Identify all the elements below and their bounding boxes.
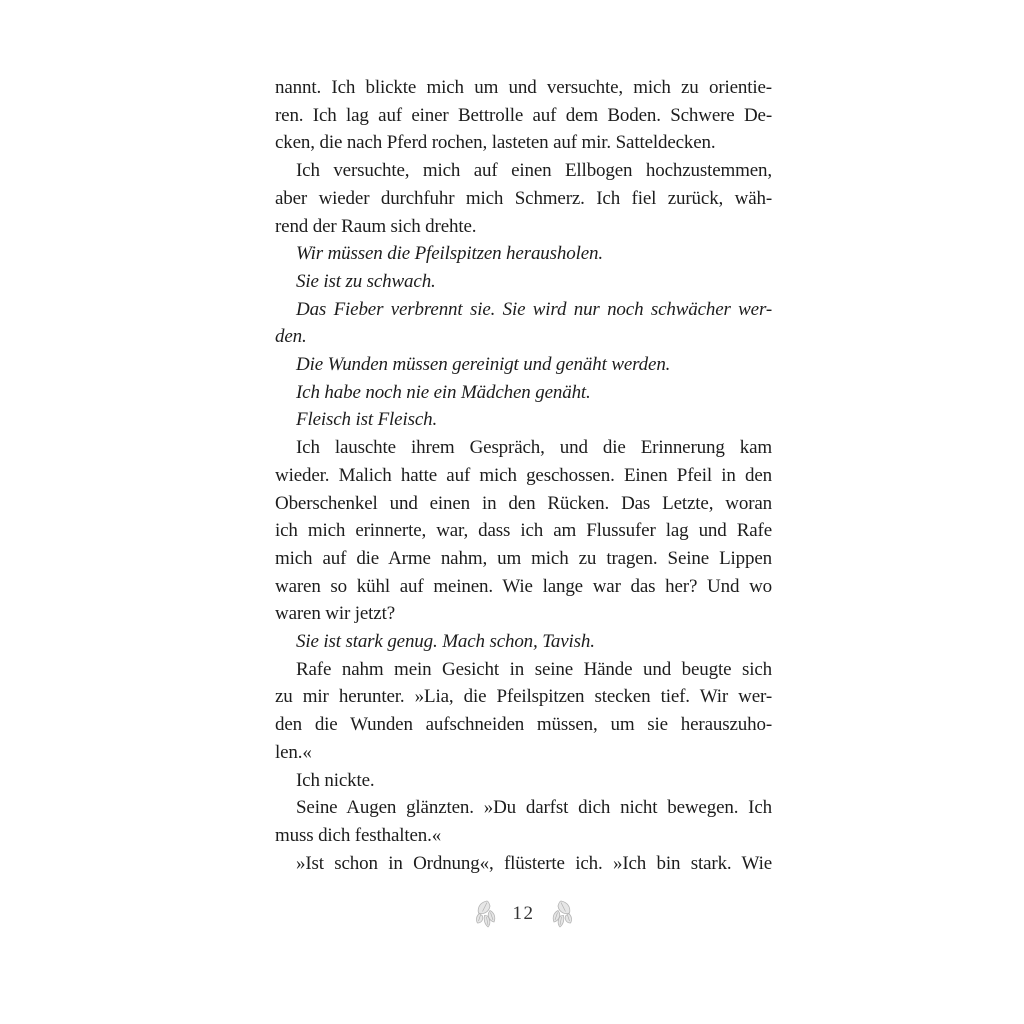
text-line: nannt. Ich blickte mich um und versuchte, mich zu orientie-	[275, 77, 772, 98]
page-number: 12	[512, 903, 535, 924]
text-line: Ich versuchte, mich auf einen Ellbogen hochzustemmen,	[296, 160, 772, 182]
text-line: Seine Augen glänzten. »Du darfst dich nicht bewegen. Ich	[296, 797, 772, 819]
text-line: waren so kühl auf meinen. Wie lange war das her? Und wo	[275, 575, 772, 597]
text-line: den die Wunden aufschneiden müssen, um sie herauszuho-	[275, 714, 772, 736]
text-line: zu mir herunter. »Lia, die Pfeilspitzen stecken tief. Wir wer-	[275, 686, 772, 708]
text-line: ren. Ich lag auf einer Bettrolle auf dem Boden. Schwere De-	[275, 104, 772, 126]
paragraph	[275, 406, 772, 434]
text-line: waren wir jetzt?	[275, 603, 395, 625]
text-line: Sie ist zu schwach.	[296, 270, 436, 292]
text-line: ich mich erinnerte, war, dass ich am Flussufer lag und Rafe	[275, 520, 772, 542]
body-text	[275, 74, 772, 877]
text-line: wieder. Malich hatte auf mich geschossen. Einen Pfeil in den	[275, 464, 772, 486]
text-line: »Ist schon in Ordnung«, flüsterte ich. »Ich bin stark. Wie	[296, 852, 772, 874]
page-footer	[275, 899, 772, 929]
paragraph	[275, 351, 772, 379]
text-line: den.	[275, 326, 307, 348]
paragraph	[275, 296, 772, 351]
paragraph	[275, 850, 772, 878]
paragraph	[275, 268, 772, 296]
paragraph	[275, 157, 772, 240]
text-line: Ich nickte.	[296, 769, 375, 791]
text-line: Das Fieber verbrennt sie. Sie wird nur noch schwächer wer-	[296, 298, 772, 320]
text-line: aber wieder durchfuhr mich Schmerz. Ich fiel zurück, wäh-	[275, 187, 772, 209]
text-line: Fleisch ist Fleisch.	[296, 409, 438, 431]
text-line: Sie ist stark genug. Mach schon, Tavish.	[296, 631, 595, 653]
paragraph	[275, 794, 772, 849]
paragraph	[275, 628, 772, 656]
paragraph	[275, 74, 772, 157]
text-line: mich auf die Arme nahm, um mich zu tragen. Seine Lippen	[275, 547, 772, 569]
text-line: Rafe nahm mein Gesicht in seine Hände und beugte sich	[296, 658, 772, 680]
paragraph	[275, 379, 772, 407]
text-line: rend der Raum sich drehte.	[275, 215, 477, 237]
paragraph	[275, 434, 772, 628]
text-line: Ich lauschte ihrem Gespräch, und die Erinnerung kam	[296, 437, 772, 459]
text-line: len.«	[275, 741, 312, 763]
leaf-ornament-icon	[548, 899, 574, 929]
paragraph	[275, 656, 772, 767]
text-line: Die Wunden müssen gereinigt und genäht werden.	[296, 354, 671, 376]
paragraph	[275, 767, 772, 795]
text-line: cken, die nach Pferd rochen, lasteten auf mir. Satteldecken.	[275, 132, 716, 154]
text-line: Ich habe noch nie ein Mädchen genäht.	[296, 381, 591, 403]
text-line: Wir müssen die Pfeilspitzen herausholen.	[296, 243, 603, 265]
text-line: Oberschenkel und einen in den Rücken. Das Letzte, woran	[275, 492, 772, 514]
leaf-ornament-icon	[474, 899, 500, 929]
text-line: muss dich festhalten.«	[275, 824, 442, 846]
paragraph	[275, 240, 772, 268]
